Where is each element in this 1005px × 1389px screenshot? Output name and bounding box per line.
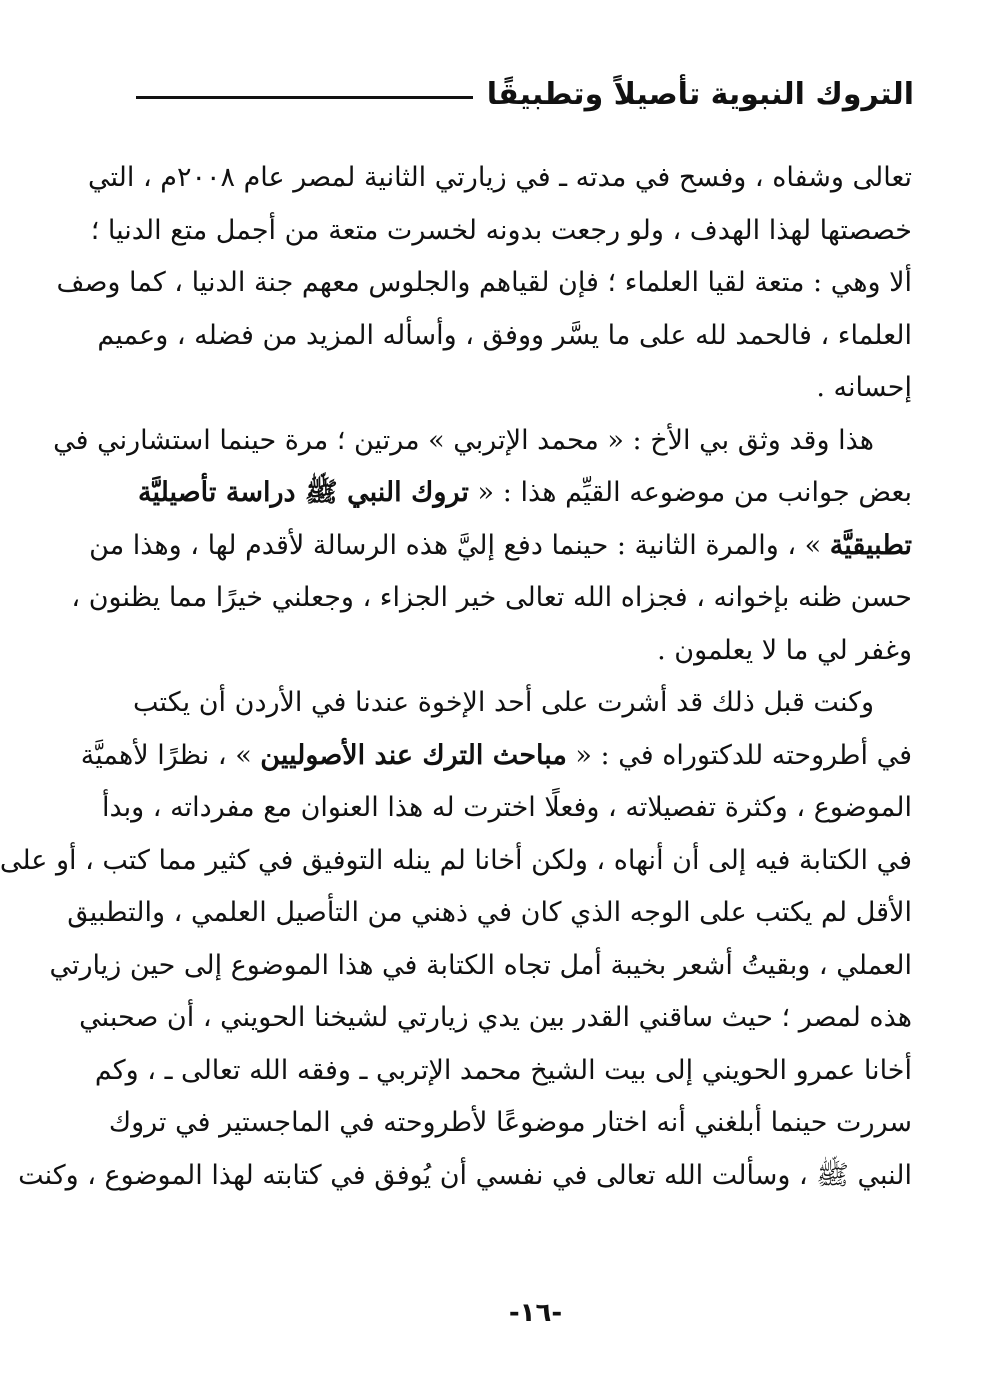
text-line: في الكتابة فيه إلى أن أنهاه ، ولكن أخانا لم ينله التوفيق في كثير مما كتب ، أو على — [0, 844, 912, 876]
book-title-bold: تطبيقيَّة — [829, 529, 912, 561]
text-line: حسن ظنه بإخوانه ، فجزاه الله تعالى خير الجزاء ، وجعلني خيرًا مما يظنون ، — [71, 582, 912, 613]
text-line: الأقل لم يكتب على الوجه الذي كان في ذهني من التأصيل العلمي ، والتطبيق — [67, 897, 912, 928]
header-rule — [136, 96, 473, 99]
text-line: في أطروحته للدكتوراه في : « مباحث الترك عند الأصوليين » ، نظرًا لأهميَّة — [80, 739, 912, 771]
text-line: خصصتها لهذا الهدف ، ولو رجعت بدونه لخسرت متعة من أجمل متع الدنيا ؛ — [90, 214, 912, 246]
paragraph-2 — [53, 415, 912, 678]
thesis-title-bold: مباحث الترك عند الأصوليين — [260, 739, 567, 771]
page-number: -١٦- — [508, 1298, 563, 1328]
text-line: العملي ، وبقيتُ أشعر بخيبة أمل تجاه الكتابة في هذا الموضوع إلى حين زيارتي — [49, 949, 912, 981]
text-line: ألا وهي : متعة لقيا العلماء ؛ فإن لقياهم والجلوس معهم جنة الدنيا ، كما وصف — [56, 267, 912, 298]
text-line: هذا وقد وثق بي الأخ : « محمد الإتربي » مرتين ؛ مرة حينما استشارني في — [53, 424, 874, 456]
text-line: سررت حينما أبلغني أنه اختار موضوعًا لأطروحته في الماجستير في تروك — [108, 1107, 912, 1138]
text-line: تطبيقيَّة » ، والمرة الثانية : حينما دفع إليَّ هذه الرسالة لأقدم لها ، وهذا من — [89, 529, 912, 561]
paragraph-1 — [56, 152, 912, 415]
text-line: النبي ﷺ ، وسألت الله تعالى في نفسي أن يُوفق في كتابته لهذا الموضوع ، وكنت — [18, 1159, 912, 1191]
text-line: بعض جوانب من موضوعه القيِّم هذا : « تروك النبي ﷺ دراسة تأصيليَّة — [138, 477, 912, 508]
page-body — [0, 152, 912, 1202]
text-line: وكنت قبل ذلك قد أشرت على أحد الإخوة عندنا في الأردن أن يكتب — [133, 687, 874, 718]
text-line: وغفر لي ما لا يعلمون . — [657, 634, 912, 666]
text-line: إحسانه . — [816, 372, 912, 403]
header-title: التروك النبوية تأصيلاً وتطبيقًا — [486, 76, 914, 112]
text-line: أخانا عمرو الحويني إلى بيت الشيخ محمد الإتربي ـ وفقه الله تعالى ـ ، وكم — [94, 1054, 912, 1086]
book-title-bold: تروك النبي ﷺ دراسة تأصيليَّة — [138, 477, 469, 508]
text-line: تعالى وشفاه ، وفسح في مدته ـ في زيارتي الثانية لمصر عام ٢٠٠٨م ، التي — [88, 162, 912, 193]
running-header — [136, 72, 914, 116]
paragraph-3 — [0, 677, 912, 1202]
text-line: العلماء ، فالحمد لله على ما يسَّر ووفق ، وأسأله المزيد من فضله ، وعميم — [97, 319, 912, 351]
text-line: هذه لمصر ؛ حيث ساقني القدر بين يدي زيارتي لشيخنا الحويني ، أن صحبني — [79, 1002, 912, 1033]
text-line: الموضوع ، وكثرة تفصيلاته ، وفعلًا اخترت له هذا العنوان مع مفرداته ، وبدأ — [101, 792, 912, 823]
